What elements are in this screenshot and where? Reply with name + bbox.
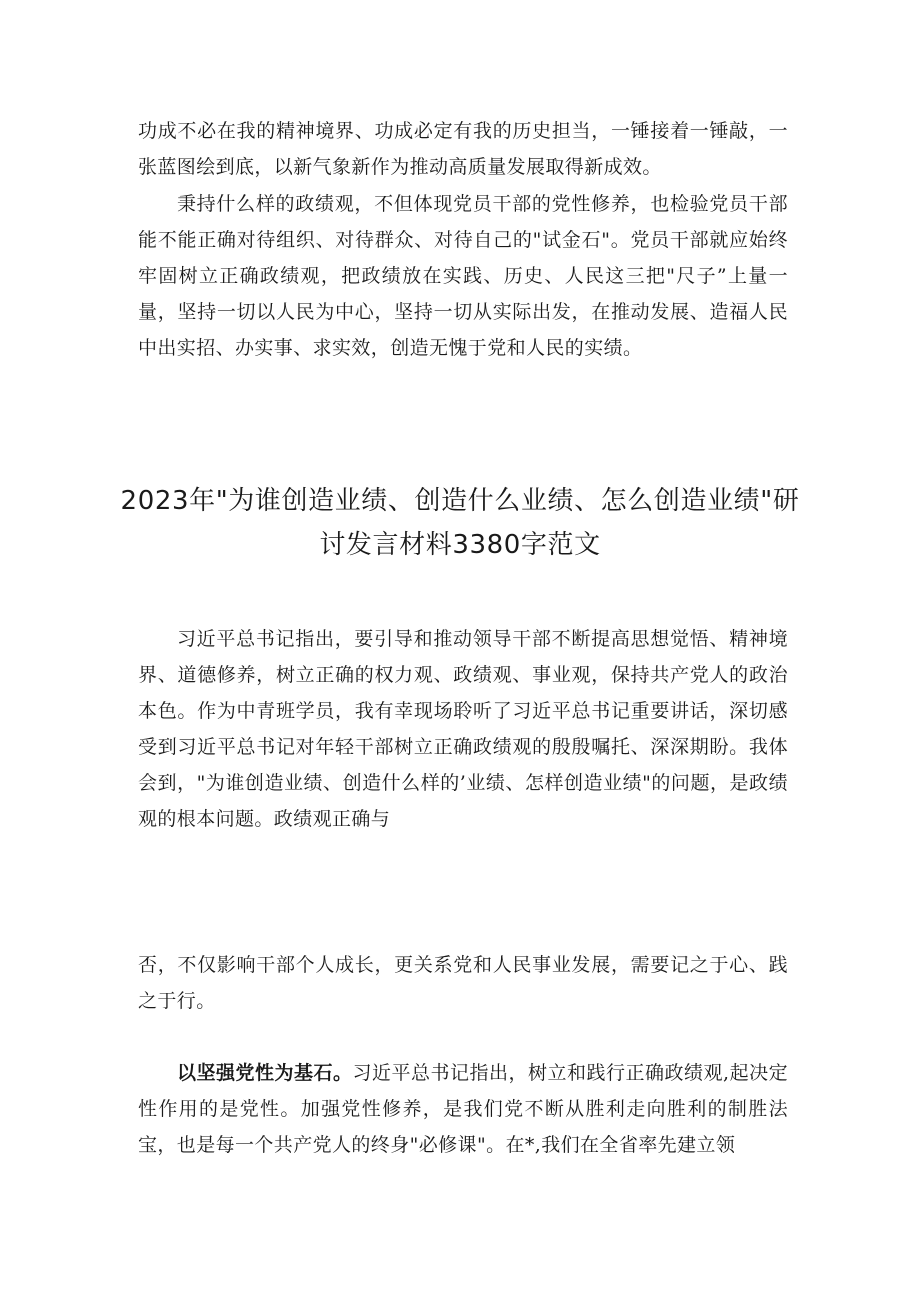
document-title: 2023年"为谁创造业绩、创造什么业绩、怎么创造业绩"研讨发言材料3380字范文 [120, 486, 800, 560]
paragraph-intro: 习近平总书记指出，要引导和推动领导干部不断提高思想觉悟、精神境界、道德修养，树立正确的权力观、政绩观、事业观，保持共产党人的政治本色。作为中青班学员，我有幸现场聆听了习近平总书记重要讲话，深切感受到习近平总书记对年轻干部树立正确政绩观的殷殷嘱托、深深期盼。我体会到，"为谁创造业绩、创造什么样的’业绩、怎样创造业绩"的问题，是政绩观的根本问题。政绩观正确与 [138, 628, 788, 830]
section-body-text: 习近平总书记指出，树立和践行正确政绩观,起决定性作用的是党性。加强党性修养，是我们党不断从胜利走向胜利的制胜法宝，也是每一个共产党人的终身"必修课"。在*,我们在全省率先建立领 [138, 1062, 788, 1156]
paragraph-continuation: 功成不必在我的精神境界、功成必定有我的历史担当，一锤接着一锤敲，一张蓝图绘到底，以新气象新作为推动高质量发展取得新成效。 [138, 120, 788, 178]
paragraph-political-performance: 秉持什么样的政绩观，不但体现党员干部的党性修养，也检验党员干部能不能正确对待组织、对待群众、对待自己的"试金石"。党员干部就应始终牢固树立正确政绩观，把政绩放在实践、历史、人民这三把"尺子”上量一量，坚持一切以人民为中心，坚持一切从实际出发，在推动发展、造福人民中出实招、办实事、求实效，创造无愧于党和人民的实绩。 [138, 193, 788, 359]
section-lead-heading: 以坚强党性为基石。 [176, 1062, 353, 1084]
paragraph-section-party-spirit [138, 1055, 788, 1163]
paragraph-intro-continued: 否，不仅影响干部个人成长，更关系党和人民事业发展，需要记之于心、践之于行。 [138, 954, 788, 1012]
